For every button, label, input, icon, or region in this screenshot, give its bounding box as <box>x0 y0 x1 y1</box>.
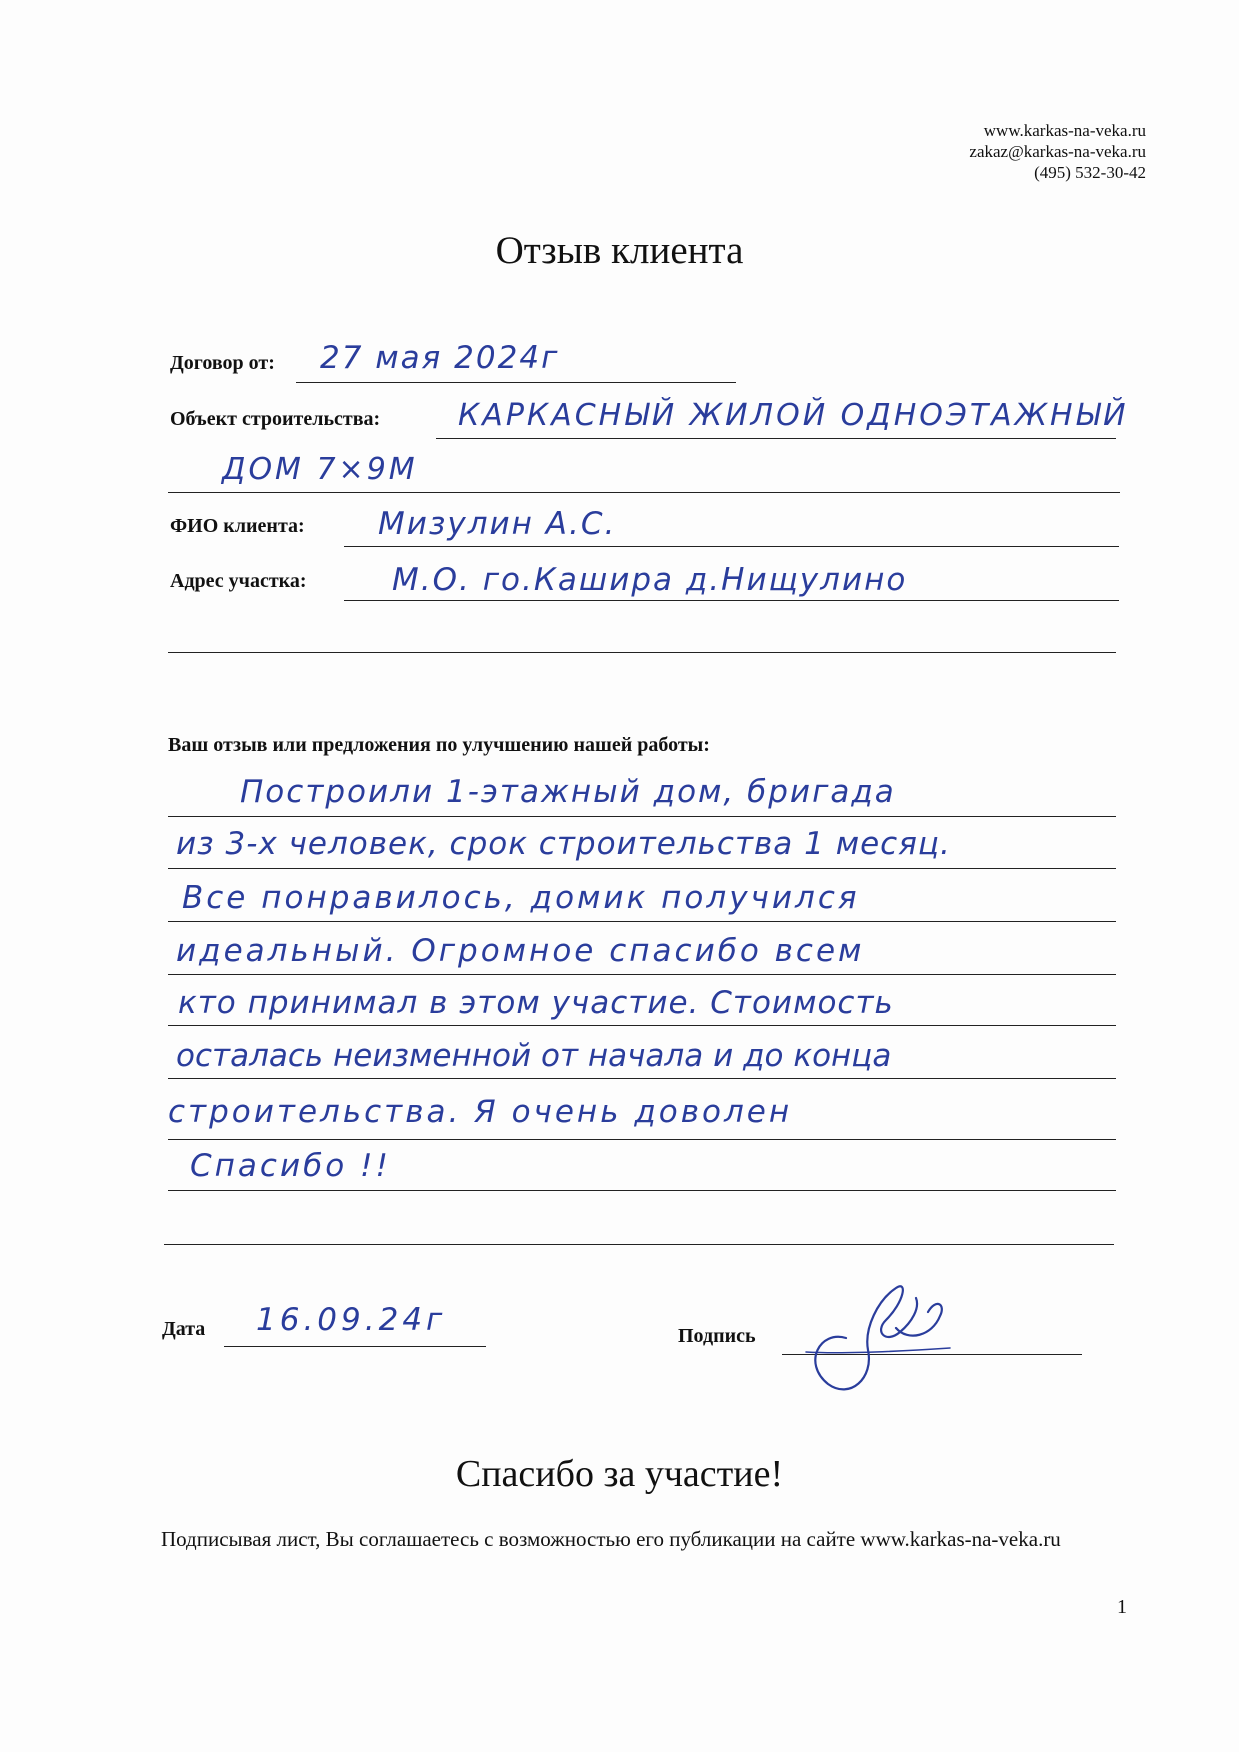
contract-value: 27 мая 2024г <box>320 340 560 376</box>
object-underline-2 <box>168 492 1120 493</box>
review-underline <box>168 974 1116 975</box>
publication-consent-text: Подписывая лист, Вы соглашаетесь с возможностью его публикации на сайте www.karkas-na-veka.ru <box>161 1527 1061 1551</box>
thank-you-heading: Спасибо за участие! <box>455 1453 784 1495</box>
address-underline-2 <box>168 652 1116 653</box>
client-name-underline <box>344 546 1119 547</box>
date-underline <box>224 1346 486 1347</box>
review-line-8: Спасибо !! <box>190 1148 391 1184</box>
address-label: Адрес участка: <box>170 570 307 592</box>
contact-block <box>969 120 1146 183</box>
address-underline-1 <box>344 600 1119 601</box>
review-underline <box>168 1139 1116 1140</box>
review-underline <box>164 1244 1114 1245</box>
review-underline <box>168 1025 1116 1026</box>
review-line-6: осталась неизменной от начала и до конца <box>176 1038 892 1074</box>
review-label: Ваш отзыв или предложения по улучшению нашей работы: <box>168 734 710 756</box>
address-value: М.О. го.Кашира д.Нищулино <box>392 562 908 598</box>
phone-number: (495) 532-30-42 <box>1034 163 1146 182</box>
review-line-1: Построили 1-этажный дом, бригада <box>240 774 896 810</box>
review-line-4: идеальный. Огромное спасибо всем <box>176 933 865 969</box>
date-value: 16.09.24г <box>256 1302 447 1338</box>
review-underline <box>168 816 1116 817</box>
page-number: 1 <box>1117 1596 1127 1618</box>
client-name-label: ФИО клиента: <box>170 515 305 537</box>
date-label: Дата <box>162 1318 206 1340</box>
review-underline <box>168 1078 1116 1079</box>
review-underline <box>168 868 1116 869</box>
handwritten-signature <box>800 1268 960 1398</box>
review-underline <box>168 1190 1116 1191</box>
email-link[interactable]: zakaz@karkas-na-veka.ru <box>969 142 1146 161</box>
signature-label: Подпись <box>678 1325 756 1347</box>
client-name-value: Мизулин А.С. <box>378 506 617 542</box>
review-line-2: из 3-х человек, срок строительства 1 месяц. <box>176 826 951 862</box>
review-line-3: Все понравилось, домик получился <box>182 880 860 916</box>
page-title: Отзыв клиента <box>495 229 744 272</box>
contract-underline <box>296 382 736 383</box>
review-underline <box>168 921 1116 922</box>
object-value-line2: ДОМ 7×9М <box>222 452 418 487</box>
object-label: Объект строительства: <box>170 408 381 430</box>
website-link[interactable]: www.karkas-na-veka.ru <box>983 121 1146 140</box>
object-underline-1 <box>436 438 1116 439</box>
object-value-line1: КАРКАСНЫЙ ЖИЛОЙ ОДНОЭТАЖНЫЙ <box>458 398 1129 433</box>
review-line-5: кто принимал в этом участие. Стоимость <box>178 985 894 1021</box>
contract-label: Договор от: <box>170 352 275 374</box>
review-line-7: строительства. Я очень доволен <box>168 1094 793 1130</box>
